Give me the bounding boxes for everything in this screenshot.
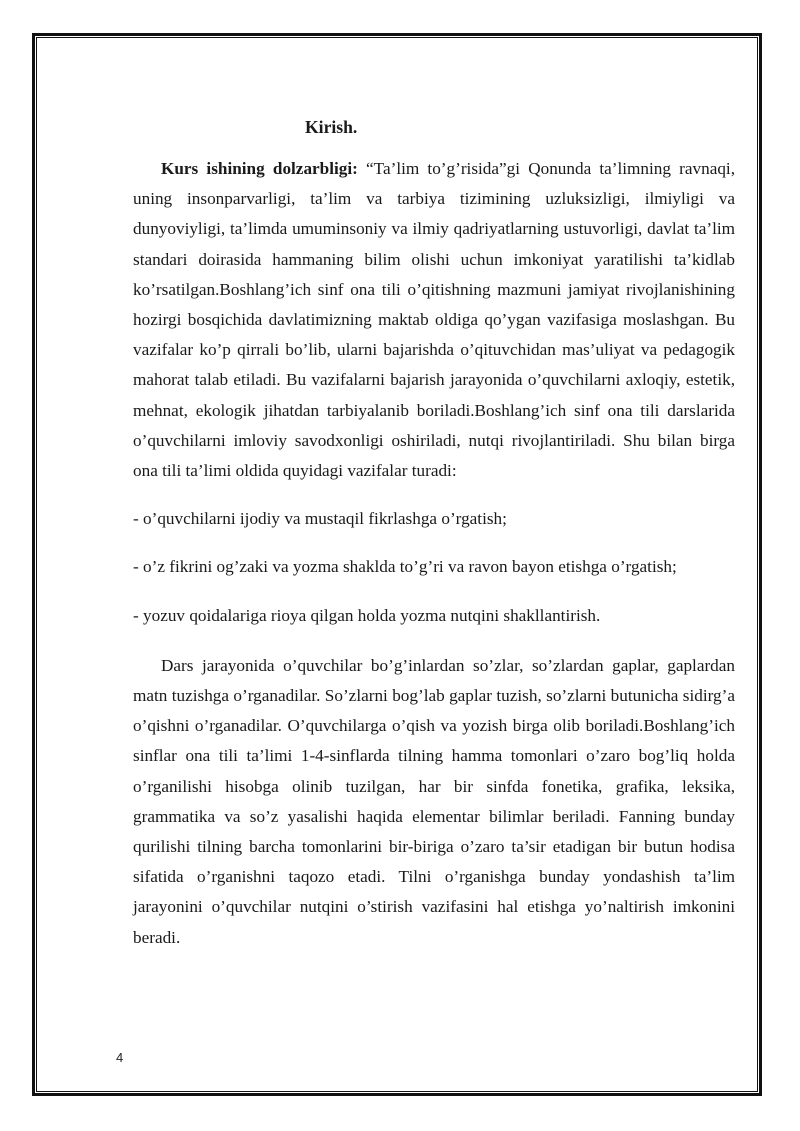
intro-label: Kurs ishining dolzarbligi: — [161, 159, 358, 178]
section-title: Kirish. — [305, 117, 358, 137]
list-item: - o’z fikrini og’zaki va yozma shaklda to’g’ri va ravon bayon etishga o’rgatish; — [133, 557, 677, 577]
list-item: - o’quvchilarni ijodiy va mustaqil fikrlashga o’rgatish; — [133, 509, 507, 529]
intro-text: “Ta’lim to’g’risida”gi Qonunda ta’limning ravnaqi, uning insonparvarligi, ta’lim va tarbiya tizimining uzluksizligi, ilmiyligi va dunyoviyligi, ta’limda umuminsoniy va ilmiy qadriyatlarning ustuvorligi, davlat ta’lim standari doirasida hammaning bilim olishi uchun imkoniyat yaratilishi ta’kidlab ko’rsatilgan.Boshlang’ich sinf ona tili o’qitishning mazmuni jamiyat rivojlanishining hozirgi bosqichida davlatimizning maktab oldiga qo’ygan vazifasiga moslashgan. Bu vazifalar ko’p qirrali bo’lib, ularni bajarishda o’qituvchidan mas’uliyat va pedagogik mahorat talab etiladi. Bu vazifalarni bajarish jarayonida o’quvchilarni axloqiy, estetik, mehnat, ekologik jihatdan tarbiyalanib boriladi.Boshlang’ich sinf ona tili darslarida o’quvchilarni imloviy savodxonligi oshiriladi, nutqi rivojlantiriladi. Shu bilan birga ona tili ta’limi oldida quyidagi vazifalar turadi: — [133, 159, 735, 481]
intro-paragraph — [133, 154, 735, 486]
closing-paragraph: Dars jarayonida o’quvchilar bo’g’inlardan so’zlar, so’zlardan gaplar, gaplardan matn tuzishga o’rganadilar. So’zlarni bog’lab gaplar tuzish, so’zlarni butunicha sidirg’a o’qishni o’rganadilar. O’quvchilarga o’qish va yozish birga olib boriladi.Boshlang’ich sinflar ona tili ta’limi 1-4-sinflarda tilning hamma tomonlari o’zaro bog’liq holda o’rganilishi hisobga olinib tuzilgan, har bir sinfda fonetika, grafika, leksika, grammatika va so’z yasalishi haqida elementar bilimlar beriladi. Fanning bunday qurilishi tilning barcha tomonlarini bir-biriga o’zaro ta’sir etadigan bir butun hodisa sifatida o’rganishni taqozo etadi. Tilni o’rganishga bunday yondashish ta’lim jarayonini o’quvchilar nutqini o’stirish vazifasini hal etishga yo’naltirish imkonini beradi. — [133, 655, 735, 947]
task-list — [133, 504, 735, 631]
list-item: - yozuv qoidalariga rioya qilgan holda yozma nutqini shakllantirish. — [133, 605, 601, 625]
page-number: 4 — [116, 1050, 124, 1065]
document-body — [133, 112, 735, 953]
